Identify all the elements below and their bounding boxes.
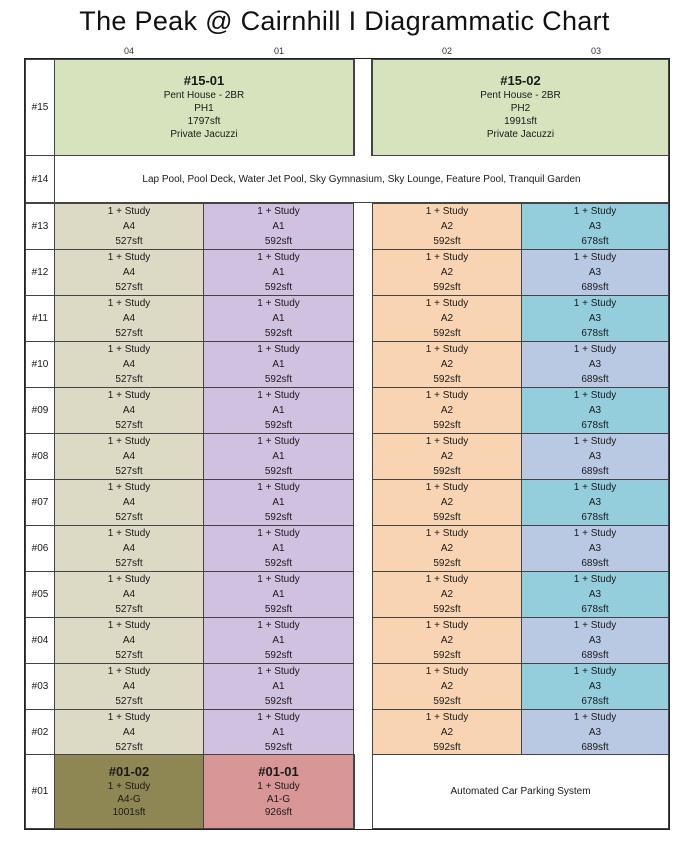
unit-type: 1 + Study [107,436,151,447]
column-header-03: 03 [590,46,601,56]
unit-type: 1 + Study [257,390,300,401]
unit-size: 592sft [433,742,461,753]
column-gap [354,295,372,342]
unit-type: 1 + Study [573,206,617,217]
column-header-04: 04 [123,46,134,56]
column-gap [354,203,372,250]
unit-type: 1 + Study [425,712,469,723]
floor-label: #03 [25,663,55,710]
unit-size: 592sft [264,420,293,431]
floor-label: #01 [25,754,55,829]
column-gap [354,571,372,618]
unit-cell-col04 [54,571,204,618]
unit-cell-col02 [372,663,522,710]
floor-label: #05 [25,571,55,618]
unit-type: 1 + Study [425,574,469,585]
unit-type: 1 + Study [425,482,469,493]
unit-name: PH2 [510,103,531,114]
column-gap [354,617,372,664]
unit-name: A2 [440,405,454,416]
floor-label: #08 [25,433,55,480]
unit-name: A4 [122,221,136,232]
unit-cell-col03 [521,525,669,572]
unit-type: 1 + Study [107,298,151,309]
unit-size: 1797sft [187,116,221,127]
unit-code: #15-01 [183,73,225,88]
unit-cell-col04 [54,663,204,710]
unit-type: 1 + Study [425,620,469,631]
floor-label: #10 [25,341,55,388]
unit-cell-col02 [372,387,522,434]
unit-cell-col02 [372,249,522,296]
unit-size: 592sft [264,696,293,707]
page-title: The Peak @ Cairnhill I Diagrammatic Chart [79,6,610,36]
unit-name: A4 [122,313,136,324]
facilities-row: Lap Pool, Pool Deck, Water Jet Pool, Sky Gymnasium, Sky Lounge, Feature Pool, Tranquil Garden [54,155,669,203]
unit-cell-col02 [372,617,522,664]
unit-name: A4 [122,635,136,646]
unit-cell-col03 [521,203,669,250]
unit-size: 592sft [264,650,293,661]
unit-name: A1 [272,359,285,370]
unit-type: 1 + Study [257,666,300,677]
unit-feature: Private Jacuzzi [486,129,555,140]
unit-cell-col03 [521,341,669,388]
unit-size: 592sft [264,282,293,293]
unit-cell-col04 [54,295,204,342]
unit-cell-col01 [203,663,354,710]
unit-cell-col02 [372,433,522,480]
column-gap [354,663,372,710]
unit-type: 1 + Study [107,390,151,401]
unit-type: 1 + Study [107,780,151,792]
unit-size: 678sft [581,512,609,523]
unit-name: A3 [588,267,602,278]
unit-type: 1 + Study [573,528,617,539]
unit-size: 527sft [115,650,143,661]
unit-name: A1 [272,451,285,462]
unit-cell-col02 [372,525,522,572]
unit-size: 689sft [581,650,609,661]
unit-cell-col02 [372,709,522,756]
unit-cell-col01 [203,433,354,480]
unit-name: A2 [440,727,454,738]
unit-name: A4-G [117,793,141,805]
ground-unit-01-01 [203,754,354,829]
column-header-02: 02 [441,46,452,56]
unit-name: A4 [122,589,136,600]
unit-name: A3 [588,681,602,692]
unit-size: 689sft [581,282,609,293]
column-gap [354,59,372,156]
unit-size: 592sft [433,420,461,431]
unit-cell-col04 [54,525,204,572]
unit-type: 1 + Study [425,528,469,539]
unit-name: A4 [122,681,136,692]
ground-unit-01-02 [54,754,204,829]
unit-size: 527sft [115,466,143,477]
unit-cell-col01 [203,571,354,618]
unit-cell-col02 [372,295,522,342]
unit-type: 1 + Study [573,344,617,355]
unit-cell-col01 [203,387,354,434]
unit-cell-col03 [521,479,669,526]
unit-size: 527sft [115,282,143,293]
unit-size: 926sft [264,806,293,818]
unit-type: 1 + Study [107,666,151,677]
unit-type: 1 + Study [257,298,300,309]
unit-size: 592sft [433,512,461,523]
unit-feature: Private Jacuzzi [170,129,238,140]
floor-label: #04 [25,617,55,664]
unit-size: 592sft [433,696,461,707]
unit-size: 527sft [115,328,143,339]
unit-size: 527sft [115,604,143,615]
column-gap [354,754,372,829]
unit-name: A1 [272,221,285,232]
floor-label: #06 [25,525,55,572]
unit-name: A3 [588,405,602,416]
column-gap [354,479,372,526]
unit-type: 1 + Study [107,620,151,631]
diagrammatic-chart [24,58,670,830]
unit-size: 527sft [115,742,143,753]
unit-name: A2 [440,589,454,600]
unit-size: 678sft [581,420,609,431]
unit-size: 689sft [581,558,609,569]
unit-type: 1 + Study [573,298,617,309]
unit-name: A1 [272,313,285,324]
unit-name: A3 [588,543,602,554]
unit-cell-col03 [521,709,669,756]
unit-size: 527sft [115,512,143,523]
unit-name: A1 [272,267,285,278]
unit-name: A3 [588,589,602,600]
unit-cell-col01 [203,295,354,342]
unit-cell-col04 [54,433,204,480]
unit-name: A1 [272,635,285,646]
unit-type: 1 + Study [107,712,151,723]
unit-size: 689sft [581,466,609,477]
unit-code: #15-02 [500,73,541,88]
unit-size: 527sft [115,420,143,431]
floor-label: #11 [25,295,55,342]
unit-cell-col01 [203,525,354,572]
unit-type: Pent House - 2BR [480,90,561,101]
unit-size: 678sft [581,236,609,247]
unit-name: A4 [122,267,136,278]
unit-size: 689sft [581,374,609,385]
column-header-01: 01 [273,46,284,56]
unit-type: 1 + Study [425,252,469,263]
unit-name: A2 [440,497,454,508]
unit-name: A1 [272,589,285,600]
unit-size: 1001sft [112,806,146,818]
unit-type: 1 + Study [573,666,617,677]
unit-size: 678sft [581,604,609,615]
column-gap [354,387,372,434]
unit-type: 1 + Study [573,620,617,631]
unit-cell-col03 [521,663,669,710]
unit-type: 1 + Study [257,780,300,792]
unit-type: 1 + Study [425,666,469,677]
unit-type: Pent House - 2BR [163,90,245,101]
penthouse-unit-15-02 [372,59,669,156]
floor-label: #12 [25,249,55,296]
unit-type: 1 + Study [573,482,617,493]
unit-name: A2 [440,543,454,554]
unit-cell-col02 [372,479,522,526]
unit-type: 1 + Study [425,298,469,309]
unit-type: 1 + Study [257,574,300,585]
unit-type: 1 + Study [573,712,617,723]
unit-cell-col04 [54,387,204,434]
unit-cell-col02 [372,341,522,388]
unit-type: 1 + Study [257,712,300,723]
unit-name: A4 [122,405,136,416]
unit-name: A1-G [266,793,291,805]
unit-size: 592sft [433,328,461,339]
unit-cell-col02 [372,203,522,250]
unit-cell-col04 [54,341,204,388]
unit-name: A1 [272,681,285,692]
unit-size: 527sft [115,374,143,385]
unit-size: 592sft [433,650,461,661]
unit-size: 592sft [264,374,293,385]
unit-name: A1 [272,497,285,508]
unit-type: 1 + Study [257,620,300,631]
unit-cell-col01 [203,709,354,756]
unit-size: 592sft [433,466,461,477]
unit-type: 1 + Study [425,390,469,401]
unit-cell-col01 [203,479,354,526]
unit-name: A4 [122,497,136,508]
unit-size: 592sft [264,328,293,339]
unit-size: 592sft [264,512,293,523]
unit-cell-col04 [54,709,204,756]
unit-name: A2 [440,313,454,324]
unit-name: A1 [272,727,285,738]
unit-type: 1 + Study [257,206,300,217]
unit-size: 592sft [264,604,293,615]
floor-label: #07 [25,479,55,526]
unit-size: 592sft [264,742,293,753]
unit-name: A2 [440,267,454,278]
unit-size: 678sft [581,696,609,707]
unit-name: A4 [122,359,136,370]
unit-type: 1 + Study [107,574,151,585]
unit-size: 527sft [115,236,143,247]
unit-cell-col01 [203,203,354,250]
column-gap [354,525,372,572]
unit-size: 592sft [264,466,293,477]
unit-cell-col04 [54,617,204,664]
unit-name: A3 [588,313,602,324]
column-gap [354,433,372,480]
floor-label: #13 [25,203,55,250]
floor-label: #15 [25,59,55,156]
unit-name: A1 [272,543,285,554]
unit-code: #01-01 [258,763,299,779]
unit-size: 592sft [433,604,461,615]
unit-name: A3 [588,221,602,232]
unit-cell-col03 [521,433,669,480]
unit-size: 592sft [264,558,293,569]
unit-type: 1 + Study [257,344,300,355]
unit-code: #01-02 [108,763,150,779]
unit-type: 1 + Study [257,528,300,539]
unit-name: A2 [440,451,454,462]
unit-size: 592sft [433,236,461,247]
unit-size: 592sft [433,374,461,385]
unit-name: A2 [440,221,454,232]
unit-type: 1 + Study [425,344,469,355]
unit-cell-col03 [521,249,669,296]
floor-label: #14 [25,155,55,203]
unit-cell-col04 [54,249,204,296]
unit-type: 1 + Study [257,252,300,263]
unit-type: 1 + Study [107,344,151,355]
unit-name: A1 [272,405,285,416]
unit-name: A4 [122,727,136,738]
unit-size: 1991sft [504,116,537,127]
unit-name: A3 [588,635,602,646]
floor-label: #02 [25,709,55,756]
unit-type: 1 + Study [573,436,617,447]
column-gap [354,249,372,296]
unit-cell-col04 [54,479,204,526]
unit-cell-col02 [372,571,522,618]
unit-type: 1 + Study [257,436,300,447]
car-parking-area: Automated Car Parking System [372,754,669,829]
unit-cell-col03 [521,571,669,618]
unit-type: 1 + Study [573,390,617,401]
unit-name: PH1 [194,103,214,114]
unit-size: 527sft [115,558,143,569]
unit-name: A3 [588,497,602,508]
unit-name: A3 [588,451,602,462]
unit-cell-col01 [203,617,354,664]
unit-size: 592sft [264,236,293,247]
unit-size: 689sft [581,742,609,753]
unit-type: 1 + Study [573,574,617,585]
unit-cell-col01 [203,341,354,388]
unit-size: 678sft [581,328,609,339]
unit-cell-col03 [521,617,669,664]
unit-cell-col03 [521,295,669,342]
unit-name: A4 [122,451,136,462]
unit-type: 1 + Study [573,252,617,263]
unit-name: A4 [122,543,136,554]
unit-name: A2 [440,359,454,370]
unit-type: 1 + Study [425,206,469,217]
unit-type: 1 + Study [107,206,151,217]
unit-cell-col03 [521,387,669,434]
unit-type: 1 + Study [107,482,151,493]
unit-name: A2 [440,681,454,692]
unit-name: A3 [588,359,602,370]
column-gap [354,341,372,388]
unit-type: 1 + Study [257,482,300,493]
unit-size: 592sft [433,558,461,569]
unit-size: 592sft [433,282,461,293]
unit-type: 1 + Study [425,436,469,447]
unit-cell-col01 [203,249,354,296]
unit-type: 1 + Study [107,528,151,539]
floor-label: #09 [25,387,55,434]
unit-size: 527sft [115,696,143,707]
penthouse-unit-15-01 [54,59,354,156]
unit-cell-col04 [54,203,204,250]
unit-name: A3 [588,727,602,738]
unit-type: 1 + Study [107,252,151,263]
column-gap [354,709,372,756]
unit-name: A2 [440,635,454,646]
